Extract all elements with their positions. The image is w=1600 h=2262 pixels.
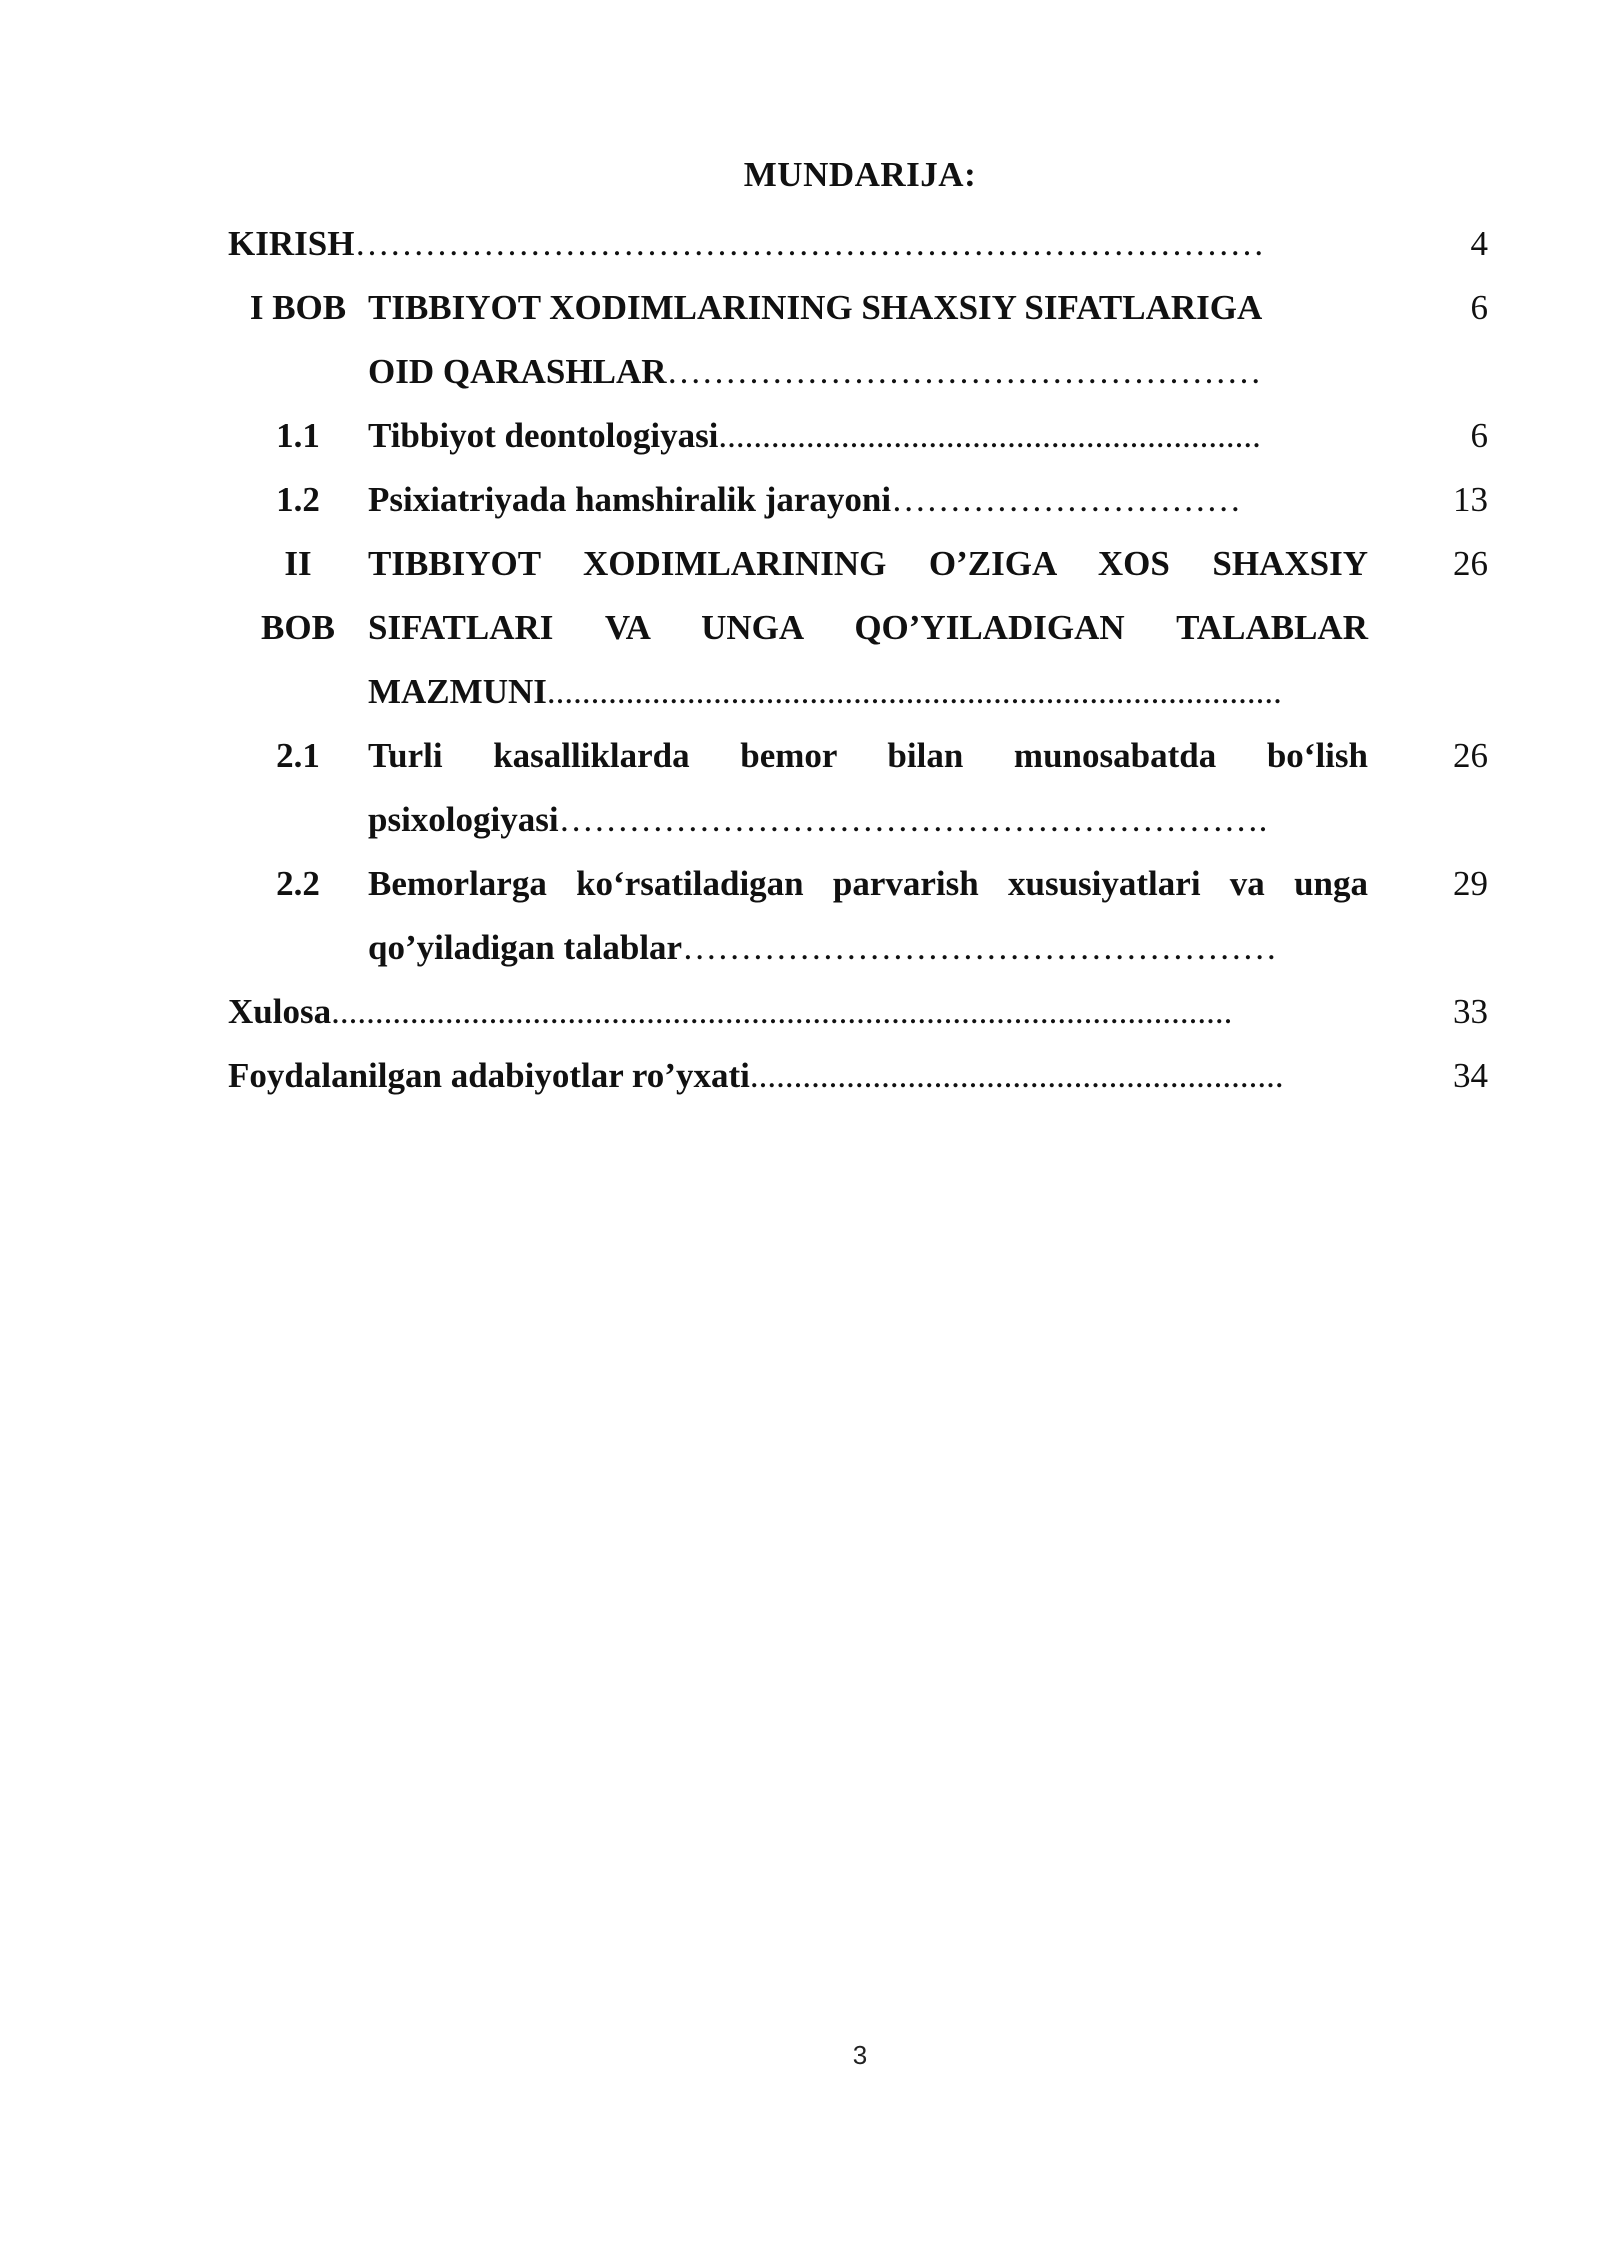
toc-page-number: 34 <box>1453 1056 1488 1095</box>
toc-dot-leader: .................................................................................... <box>546 672 1282 711</box>
toc-entry-text-line: TIBBIYOT XODIMLARINING SHAXSIY SIFATLARIGA <box>368 288 1263 327</box>
toc-entry-text-line: Bemorlarga ko‘rsatiladigan parvarish xususiyatlari va unga <box>368 864 1368 903</box>
toc-page-number: 29 <box>1453 864 1488 903</box>
toc-entry-text: Psixiatriyada hamshiralik jarayoni <box>368 480 892 519</box>
toc-entry-text: Foydalanilgan adabiyotlar ro’yxati <box>228 1056 750 1095</box>
toc-page-number: 13 <box>1453 480 1488 519</box>
toc-entry-chapter-2 <box>228 532 1490 724</box>
toc-page-number: 26 <box>1453 736 1488 775</box>
toc-entry-1-2 <box>228 468 1490 532</box>
toc-dot-leader: …………………………………………… <box>666 352 1262 391</box>
toc-entry-number: I BOB <box>249 288 347 327</box>
toc-entry-text: KIRISH <box>228 224 355 263</box>
toc-entry-xulosa <box>228 980 1490 1044</box>
toc-dot-leader: ............................................................. <box>749 1056 1284 1095</box>
toc-entry-2-2 <box>228 852 1490 980</box>
toc-entry-text: Tibbiyot deontologiyasi <box>368 416 719 455</box>
toc-entry-number: 2.2 <box>276 864 320 903</box>
toc-entry-text: Xulosa <box>228 992 332 1031</box>
toc-entry-references <box>228 1044 1490 1108</box>
toc-page-number: 6 <box>1470 288 1488 327</box>
toc-entry-number: 1.1 <box>276 416 320 455</box>
toc-entry-number: BOB <box>261 608 335 647</box>
toc-page-number: 33 <box>1453 992 1488 1031</box>
toc-page-number: 4 <box>1470 224 1488 263</box>
toc-dot-leader: .............................................................. <box>718 416 1261 455</box>
toc-entry-1-1 <box>228 404 1490 468</box>
page-footer-number: 3 <box>852 2040 868 2070</box>
toc-entry-2-1 <box>228 724 1490 852</box>
toc-entry-text-line: TIBBIYOT XODIMLARINING O’ZIGA XOS SHAXSIY <box>368 544 1368 583</box>
toc-entry-text-line: OID QARASHLAR <box>368 352 667 391</box>
toc-dot-leader: …………………………………………………………………… <box>354 224 1265 263</box>
toc-entry-text-line: psixologiyasi <box>368 800 559 839</box>
toc-entry-text-line: SIFATLARI VA UNGA QO’YILADIGAN TALABLAR <box>368 608 1368 647</box>
table-of-contents <box>228 212 1490 1108</box>
toc-entry-chapter-1 <box>228 276 1490 404</box>
toc-dot-leader: …………………………………………… <box>682 928 1278 967</box>
toc-entry-kirish <box>228 212 1490 276</box>
toc-dot-leader: ………………………… <box>891 480 1242 519</box>
toc-dot-leader: ....................................................................................................... <box>331 992 1233 1031</box>
toc-page-number: 6 <box>1470 416 1488 455</box>
toc-entry-number: 2.1 <box>276 736 320 775</box>
toc-entry-number: II <box>284 544 312 583</box>
toc-entry-text-line: MAZMUNI <box>368 672 547 711</box>
toc-entry-number: 1.2 <box>276 480 320 519</box>
toc-page-number: 26 <box>1453 544 1488 583</box>
toc-entry-text-line: qo’yiladigan talablar <box>368 928 683 967</box>
toc-entry-text-line: Turli kasalliklarda bemor bilan munosabatda bo‘lish <box>368 736 1368 775</box>
toc-dot-leader: ……………………………………………………. <box>558 800 1268 839</box>
toc-title: MUNDARIJA: <box>743 155 977 194</box>
